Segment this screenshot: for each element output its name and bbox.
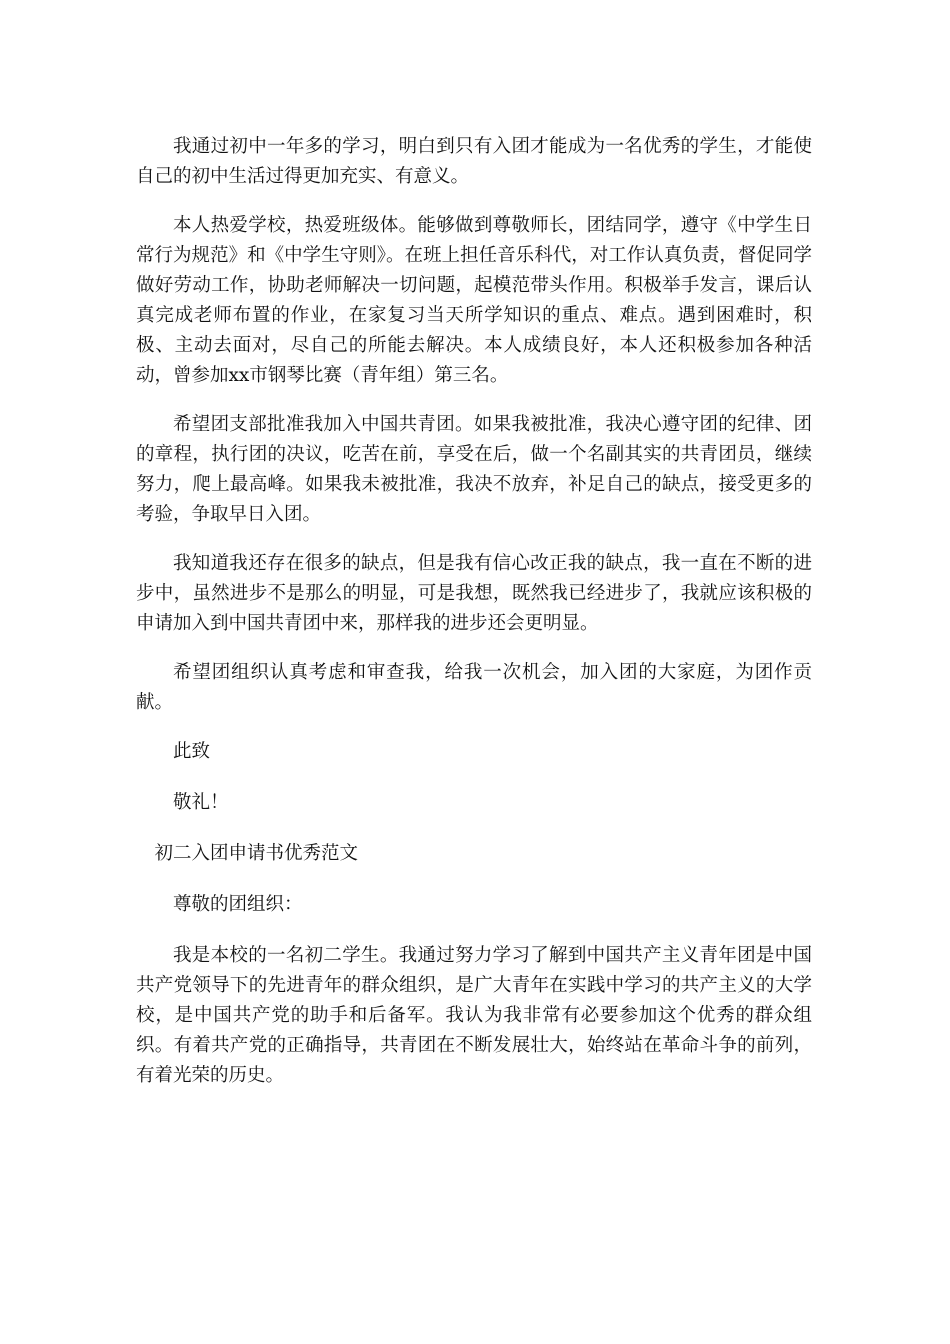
paragraph-2: 本人热爱学校，热爱班级体。能够做到尊敬师长，团结同学，遵守《中学生日常行为规范》和《中学生守则》。在班上担任音乐科代，对工作认真负责，督促同学做好劳动工作，协助老师解决一切问题，起模范带头作用。积极举手发言，课后认真完成老师布置的作业，在家复习当天所学知识的重点、难点。遇到困难时，积极、主动去面对，尽自己的所能去解决。本人成绩良好，本人还积极参加各种活动，曾参加xx市钢琴比赛（青年组）第三名。: [136, 215, 812, 386]
closing-line-1: 此致: [173, 741, 211, 762]
paragraph-3: 希望团支部批准我加入中国共青团。如果我被批准，我决心遵守团的纪律、团的章程，执行团的决议，吃苦在前，享受在后，做一个名副其实的共青团员，继续努力，爬上最高峰。如果我未被批准，我决不放弃，补足自己的缺点，接受更多的考验，争取早日入团。: [136, 414, 812, 525]
paragraph-6: 我是本校的一名初二学生。我通过努力学习了解到中国共产主义青年团是中国共产党领导下的先进青年的群众组织，是广大青年在实践中学习的共产主义的大学校，是中国共产党的助手和后备军。我认为我非常有必要参加这个优秀的群众组织。有着共产党的正确指导，共青团在不断发展壮大，始终站在革命斗争的前列，有着光荣的历史。: [136, 945, 812, 1086]
section-title: 初二入团申请书优秀范文: [154, 843, 359, 864]
closing-line-2: 敬礼！: [173, 792, 229, 813]
paragraph-1: 我通过初中一年多的学习，明白到只有入团才能成为一名优秀的学生，才能使自己的初中生活过得更加充实、有意义。: [136, 136, 812, 187]
document-page: [136, 132, 812, 1110]
paragraph-5: 希望团组织认真考虑和审查我，给我一次机会，加入团的大家庭，为团作贡献。: [136, 662, 812, 713]
paragraph-4: 我知道我还存在很多的缺点，但是我有信心改正我的缺点，我一直在不断的进步中，虽然进步不是那么的明显，可是我想，既然我已经进步了，我就应该积极的申请加入到中国共青团中来，那样我的进步还会更明显。: [136, 553, 812, 634]
salutation: 尊敬的团组织：: [173, 894, 303, 915]
